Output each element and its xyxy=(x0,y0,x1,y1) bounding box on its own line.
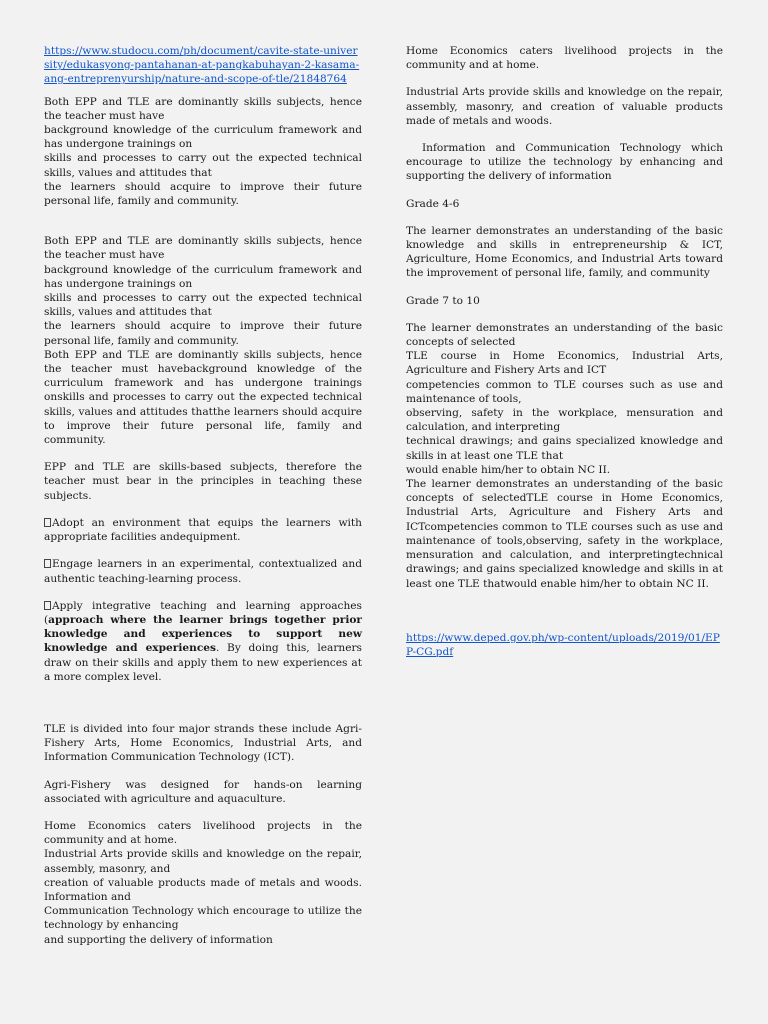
paragraph-grade-7-10 xyxy=(406,321,723,477)
text-line: technical drawings; and gains specialized knowledge and skills in at least one TLE that xyxy=(406,435,723,462)
paragraph-grade-4-6: The learner demonstrates an understanding of the basic knowledge and skills in entrepreneurship & ICT, Agriculture, Home Economics, and Industrial Arts toward the improvement of personal life, family, and community xyxy=(406,224,723,280)
paragraph-agri-fishery: Agri-Fishery was designed for hands-on learning associated with agriculture and aquaculture. xyxy=(44,778,362,805)
text-line: creation of valuable products made of metals and woods. Information and xyxy=(44,876,362,903)
paragraph-strands: TLE is divided into four major strands these include Agri-Fishery Arts, Home Economics, Industrial Arts, and Information Communication Technology (ICT). xyxy=(44,722,362,764)
text-line: Communication Technology which encourage to utilize the technology by enhancing xyxy=(44,905,362,932)
text-line: background knowledge of the curriculum framework and has undergone trainings on xyxy=(44,263,362,290)
heading-grade-7-10: Grade 7 to 10 xyxy=(406,294,480,307)
paragraph-skills-2 xyxy=(44,234,362,348)
text-line: competencies common to TLE courses such as use and maintenance of tools, xyxy=(406,378,723,405)
bullet-adopt: Adopt an environment that equips the learners with appropriate facilities andequipment. xyxy=(44,516,362,544)
bullet-box-icon xyxy=(44,518,51,527)
paragraph-grade-7-10-repeat: The learner demonstrates an understanding of the basic concepts of selectedTLE course in Home Economics, Industrial Arts, Agriculture and Fishery Arts and ICTcompetencies common to TLE courses such as use and maintenance of tools,observing, safety in the workplace, mensuration and calculation, and interpretingtechnical drawings; and gains specialized knowledge and skills in at least one TLE thatwould enable him/her to obtain NC II. xyxy=(406,478,723,590)
text-line: would enable him/her to obtain NC II. xyxy=(406,463,611,476)
text-line: skills and processes to carry out the expected technical skills, values and attitudes that xyxy=(44,292,362,319)
text-line: the learners should acquire to improve their future personal life, family and community. xyxy=(44,180,362,208)
text-line: the learners should acquire to improve their future personal life, family and community. xyxy=(44,320,362,347)
text-line: observing, safety in the workplace, mensuration and calculation, and interpreting xyxy=(406,407,723,434)
paragraph-industrial-arts: Industrial Arts provide skills and knowledge on the repair, assembly, masonry, and creation of valuable products made of metals and woods. xyxy=(406,86,723,127)
bullet-engage: Engage learners in an experimental, contextualized and authentic teaching-learning process. xyxy=(44,558,362,585)
paragraph-skills-3: Both EPP and TLE are dominantly skills subjects, hence the teacher must havebackground knowledge of the curriculum framework and has undergone trainings onskills and processes to carry out the expected technical skills, values and attitudes thatthe learners should acquire to improve their future personal life, family and community. xyxy=(44,348,362,447)
paragraph-home-economics xyxy=(44,819,362,947)
text-line: Home Economics caters livelihood projects in the community and at home. xyxy=(44,819,362,847)
text-line: and supporting the delivery of information xyxy=(44,933,273,946)
bullet-box-icon xyxy=(44,559,51,568)
paragraph-home-economics: Home Economics caters livelihood projects in the community and at home. xyxy=(406,45,723,72)
paragraph-skills-1 xyxy=(44,95,362,209)
studocu-link[interactable]: https://www.studocu.com/ph/document/cavite-state-university/edukasyong-pantahanan-at-pangkabuhayan-2-kasama-ang-entreprenyurship/nature-and-scope-of-tle/21848764 xyxy=(44,45,360,86)
text-line: Both EPP and TLE are dominantly skills subjects, hence the teacher must have xyxy=(44,235,362,262)
bullet-apply: Apply integrative teaching and learning approaches (approach where the learner brings together prior knowledge and experiences to support new knowledge and experiences. By doing this, learners draw on their skills and apply them to new experiences at a more complex level. xyxy=(44,599,362,683)
paragraph-principles: EPP and TLE are skills-based subjects, therefore the teacher must bear in the principles in teaching these subjects. xyxy=(44,461,362,502)
text-line: Industrial Arts provide skills and knowledge on the repair, assembly, masonry, and xyxy=(44,848,362,875)
text-line: TLE course in Home Economics, Industrial Arts, Agriculture and Fishery Arts and ICT xyxy=(406,350,723,377)
paragraph-ict: Information and Communication Technology which encourage to utilize the technology by enhancing and supporting the delivery of information xyxy=(406,142,723,183)
heading-grade-4-6: Grade 4-6 xyxy=(406,197,460,210)
bullet-box-icon xyxy=(44,601,51,610)
text-line: skills and processes to carry out the expected technical skills, values and attitudes that xyxy=(44,152,362,179)
text-line: The learner demonstrates an understanding of the basic concepts of selected xyxy=(406,321,723,349)
deped-link[interactable]: https://www.deped.gov.ph/wp-content/uploads/2019/01/EPP-CG.pdf xyxy=(406,631,720,658)
left-column xyxy=(44,44,362,947)
right-column xyxy=(406,44,723,659)
text-line: background knowledge of the curriculum framework and has undergone trainings on xyxy=(44,124,362,151)
text-line: Both EPP and TLE are dominantly skills subjects, hence the teacher must have xyxy=(44,95,362,122)
